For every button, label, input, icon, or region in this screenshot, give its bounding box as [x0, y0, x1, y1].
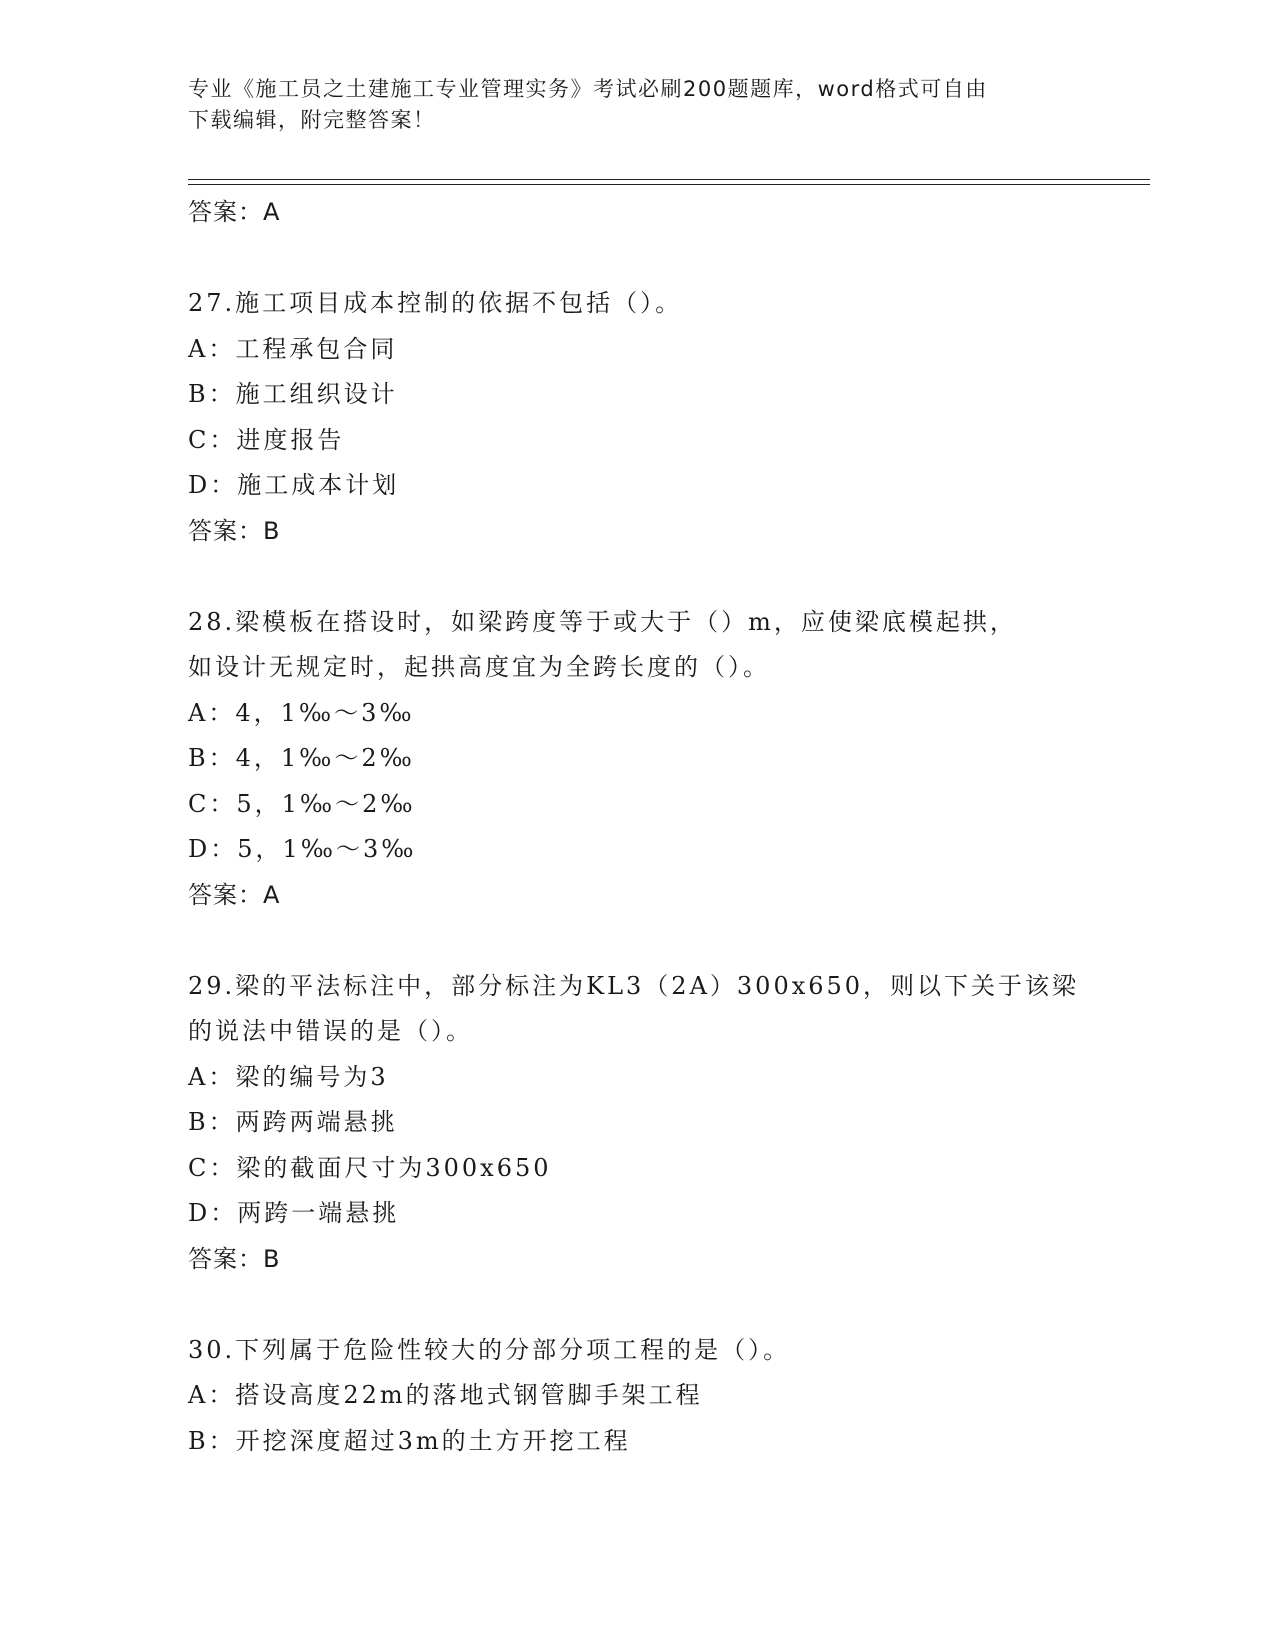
option-b: B：施工组织设计	[188, 380, 398, 408]
question-stem: 29.梁的平法标注中，部分标注为KL3（2A）300x650，则以下关于该梁	[188, 971, 1080, 1000]
header-line-2: 下载编辑，附完整答案！	[188, 108, 436, 132]
spacer	[188, 918, 1088, 964]
header-rule-top	[188, 179, 1150, 180]
option-b: B：两跨两端悬挑	[188, 1108, 398, 1136]
option-c: C：5，1‰～2‰	[188, 789, 416, 818]
question-29	[188, 964, 1088, 1283]
header-line-1: 专业《施工员之土建施工专业管理实务》考试必刷200题题库，word格式可自由	[188, 77, 988, 101]
question-stem-cont: 的说法中错误的是（）。	[188, 1017, 473, 1045]
answer: 答案：A	[188, 880, 281, 909]
option-a: A：工程承包合同	[188, 334, 398, 363]
question-stem: 30.下列属于危险性较大的分部分项工程的是（）。	[188, 1335, 791, 1364]
question-stem-cont: 如设计无规定时，起拱高度宜为全跨长度的（）。	[188, 653, 770, 681]
option-c: C：梁的截面尺寸为300x650	[188, 1153, 552, 1182]
answer: 答案：B	[188, 1244, 281, 1273]
question-list	[188, 190, 1088, 1464]
question-stem: 27.施工项目成本控制的依据不包括（）。	[188, 289, 683, 317]
answer-prev: 答案：A	[188, 198, 281, 226]
option-a: A：梁的编号为3	[188, 1062, 389, 1091]
document-header	[188, 74, 1088, 136]
question-27	[188, 281, 1088, 554]
spacer	[188, 1282, 1088, 1328]
option-d: D：施工成本计划	[188, 471, 400, 499]
option-b: B：开挖深度超过3m的土方开挖工程	[188, 1426, 631, 1455]
spacer	[188, 554, 1088, 600]
option-d: D：两跨一端悬挑	[188, 1199, 400, 1227]
spacer	[188, 236, 1088, 282]
header-rule-bottom	[188, 184, 1150, 185]
option-a: A：搭设高度22m的落地式钢管脚手架工程	[188, 1381, 703, 1409]
option-c: C：进度报告	[188, 425, 345, 454]
question-30	[188, 1328, 1088, 1465]
question-stem: 28.梁模板在搭设时，如梁跨度等于或大于（）m，应使梁底模起拱，	[188, 607, 1017, 636]
answer: 答案：B	[188, 516, 281, 545]
option-d: D：5，1‰～3‰	[188, 835, 417, 863]
option-a: A：4，1‰～3‰	[188, 698, 415, 727]
option-b: B：4，1‰～2‰	[188, 744, 415, 772]
question-28	[188, 600, 1088, 919]
